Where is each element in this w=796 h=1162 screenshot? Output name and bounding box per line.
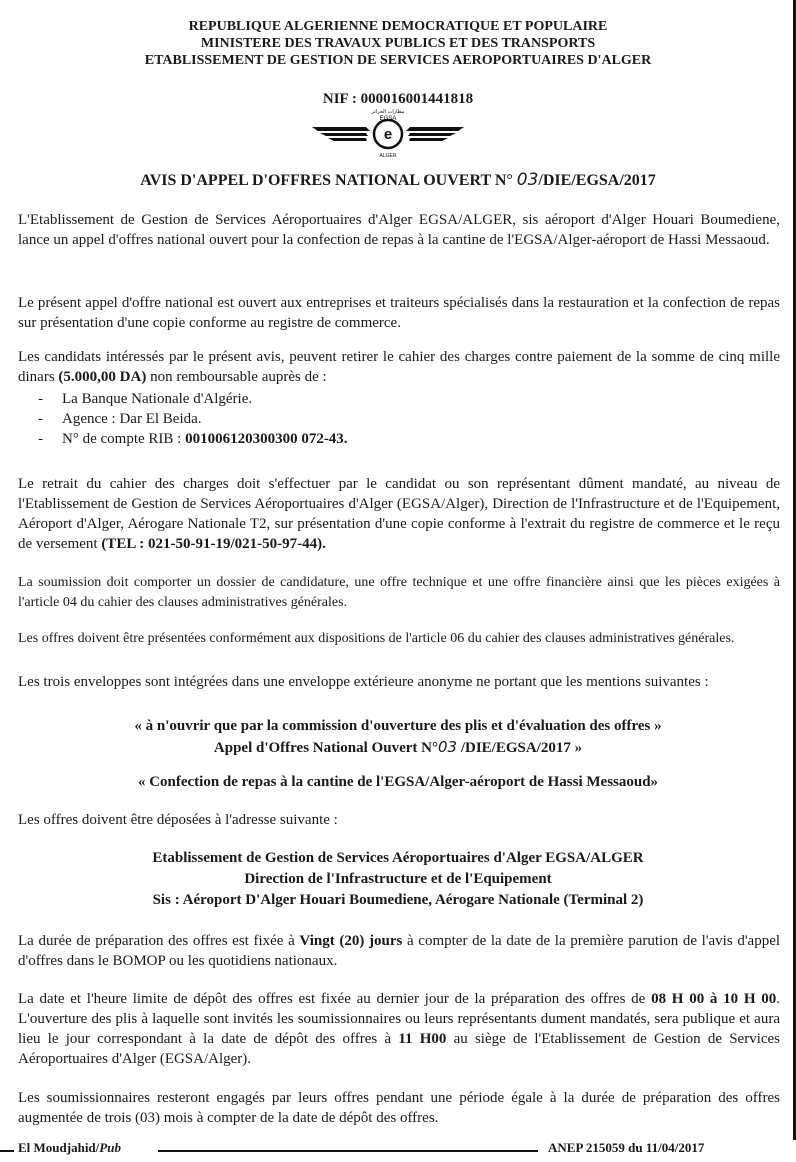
mention-line-3: « Confection de repas à la cantine de l'EGSA/Alger-aéroport de Hassi Messaoud»	[137, 774, 659, 790]
commitment-paragraph: Les soumissionnaires resteront engagés par leurs offres pendant une période égale à la durée de préparation des offres augmentée de trois (03) mois à compter de la date de dépôt des offres.	[18, 1090, 780, 1126]
list-item: - Agence : Dar El Beida.	[38, 409, 348, 429]
deposit-address-intro: Les offres doivent être déposées à l'adresse suivante :	[18, 812, 338, 828]
header-establishment: ETABLISSEMENT DE GESTION DE SERVICES AEROPORTUAIRES D'ALGER	[144, 53, 652, 68]
address-line-1: Etablissement de Gestion de Services Aéroportuaires d'Alger EGSA/ALGER	[152, 850, 644, 866]
mention-line-2: Appel d'Offres National Ouvert N°03 /DIE/EGSA/2017 »	[213, 738, 583, 756]
eligibility-paragraph: Le présent appel d'offre national est ouvert aux entreprises et traiteurs spécialisés dans la restauration et la confection de repas sur présentation d'une copie conforme au registre de commerce.	[18, 295, 780, 331]
svg-text:e: e	[383, 126, 393, 143]
list-item: - La Banque Nationale d'Algérie.	[38, 389, 348, 409]
address-line-3: Sis : Aéroport D'Alger Houari Boumediene, Aérogare Nationale (Terminal 2)	[152, 892, 644, 908]
mention-line-1: « à n'ouvrir que par la commission d'ouverture des plis et d'évaluation des offres »	[134, 718, 662, 734]
svg-text:EGSA: EGSA	[379, 116, 397, 122]
header-republic: REPUBLIQUE ALGERIENNE DEMOCRATIQUE ET POPULAIRE	[188, 19, 608, 34]
bank-details-list	[38, 389, 348, 449]
submission-paragraph: La soumission doit comporter un dossier de candidature, une offre technique et une offre financière ainsi que les pièces exigées à l'article 04 du cahier des clauses administratives générales.	[18, 575, 780, 610]
deadline-paragraph: La date et l'heure limite de dépôt des offres est fixée au dernier jour de la préparation des offres de 08 H 00 à 10 H 00. L'ouverture des plis à laquelle sont invités les soumissionnaires ou leurs représentants dument mandatés, sera publique et aura lieu le jour correspondant à la date de dépôt des offres à 11 H00 au siège de l'Etablissement de Gestion de Services Aéroportuaires d'Alger (EGSA/Alger).	[18, 991, 781, 1067]
header-ministry: MINISTERE DES TRAVAUX PUBLICS ET DES TRANSPORTS	[200, 36, 596, 51]
notice-title: AVIS D'APPEL D'OFFRES NATIONAL OUVERT N° 03/DIE/EGSA/2017	[140, 170, 656, 190]
presentation-paragraph: Les offres doivent être présentées conformément aux dispositions de l'article 06 du cahier des clauses administratives générales.	[18, 631, 735, 646]
footer-anep-reference: ANEP 215059 du 11/04/2017	[548, 1140, 705, 1155]
nif-number: NIF : 000016001441818	[322, 91, 474, 107]
footer-rule-left	[0, 1150, 14, 1152]
envelopes-paragraph: Les trois enveloppes sont intégrées dans une enveloppe extérieure anonyme ne portant que les mentions suivantes :	[18, 674, 709, 690]
specifications-paragraph: Les candidats intéressés par le présent avis, peuvent retirer le cahier des charges contre paiement de la somme de cinq mille dinars (5.000,00 DA) non remboursable auprès de :	[18, 349, 780, 385]
svg-text:مطارات الجزائر: مطارات الجزائر	[371, 109, 405, 115]
withdrawal-paragraph: Le retrait du cahier des charges doit s'effectuer par le candidat ou son représentant dûment mandaté, au niveau de l'Etablissement de Gestion de Services Aéroportuaires d'Alger (EGSA/Alger), Direction de l'Infrastructure et de l'Equipement, Aéroport d'Alger, Aérogare Nationale T2, sur présentation d'une copie conforme à l'extrait du registre de commerce et le reçu de versement (TEL : 021-50-91-19/021-50-97-44).	[18, 476, 780, 552]
list-item: - N° de compte RIB : 001006120300300 072-43.	[38, 429, 348, 449]
duration-paragraph: La durée de préparation des offres est fixée à Vingt (20) jours à compter de la date de la première parution de l'avis d'appel d'offres dans le BOMOP ou les quotidiens nationaux.	[18, 933, 781, 969]
egsa-logo-icon	[308, 107, 468, 159]
svg-text:ALGER: ALGER	[379, 153, 397, 159]
intro-paragraph: L'Etablissement de Gestion de Services Aéroportuaires d'Alger EGSA/ALGER, sis aéroport d'Alger Houari Boumediene, lance un appel d'offres national ouvert pour la confection de repas à la cantine de l'EGSA/Alger-aéroport de Hassi Messaoud.	[18, 212, 780, 248]
address-line-2: Direction de l'Infrastructure et de l'Equipement	[244, 871, 552, 887]
footer-rule-middle	[158, 1150, 538, 1152]
footer-source: El Moudjahid/Pub	[18, 1140, 121, 1155]
